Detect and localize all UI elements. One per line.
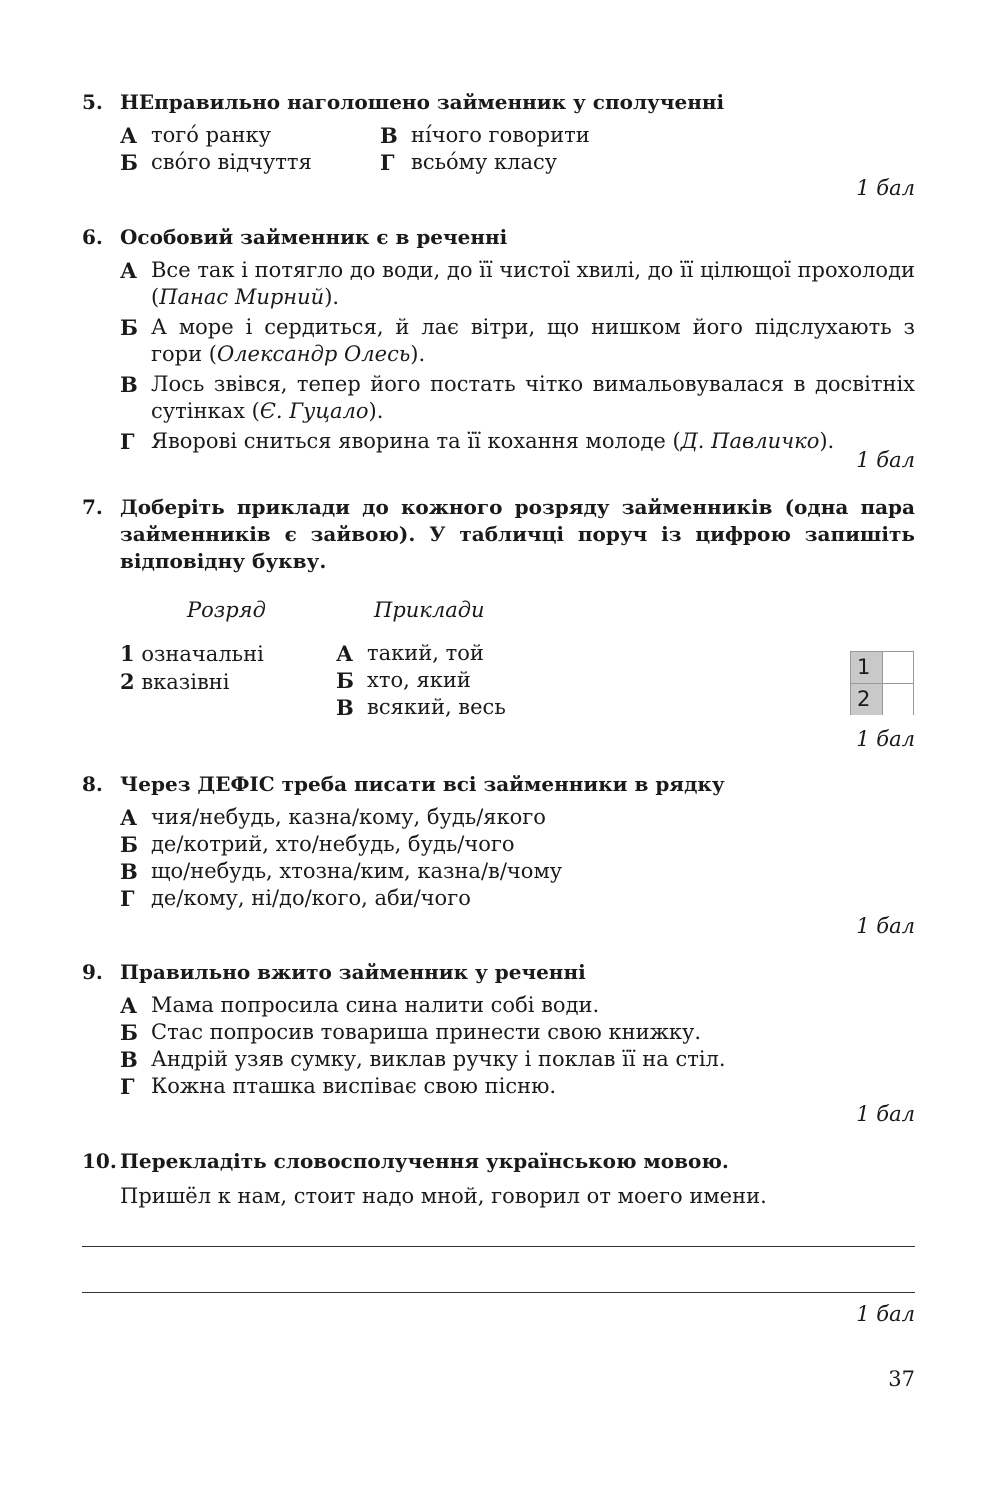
question-8 — [82, 771, 915, 912]
answer-grid-number: 1 — [851, 652, 882, 683]
example-letter: А — [336, 641, 354, 666]
option-text — [151, 371, 915, 425]
answer-grid-number: 2 — [851, 684, 882, 715]
answer-line-1[interactable] — [82, 1246, 915, 1247]
category-number: 1 — [120, 641, 135, 666]
option-a[interactable] — [120, 122, 380, 149]
category-1 — [120, 640, 264, 668]
sentence-end: ). — [324, 285, 340, 309]
option-letter: Г — [120, 429, 135, 454]
example-letter: Б — [336, 668, 354, 693]
column-header-category: Розряд — [187, 598, 266, 622]
option-g[interactable] — [120, 428, 915, 455]
example-text: хто, який — [367, 668, 471, 692]
answer-grid-row — [851, 652, 913, 683]
question-number: 7. — [82, 495, 103, 519]
option-letter: Б — [120, 832, 138, 857]
option-letter: В — [120, 1047, 138, 1072]
option-b[interactable] — [120, 149, 380, 176]
option-g[interactable] — [120, 1073, 915, 1100]
option-text: чия/небудь, казна/кому, будь/якого — [151, 805, 546, 829]
option-text: Кожна пташка виспіває свою пісню. — [151, 1074, 557, 1098]
option-letter: В — [120, 372, 138, 397]
question-7 — [82, 494, 915, 575]
options-row — [120, 149, 915, 176]
question-text: Доберіть приклади до кожного розряду займенників (одна пара займенників є зайвою). У табличці поруч із цифрою запишіть відповідну букву. — [120, 495, 915, 573]
option-v[interactable] — [120, 1046, 915, 1073]
option-text — [151, 314, 915, 368]
option-letter: Б — [120, 1020, 138, 1045]
example-a — [336, 640, 506, 667]
example-letter: В — [336, 695, 354, 720]
question-10 — [82, 1148, 915, 1210]
author: Д. Павличко — [680, 429, 820, 453]
option-a[interactable] — [120, 992, 915, 1019]
option-letter: Г — [120, 886, 135, 911]
option-letter: Б — [120, 150, 138, 175]
question-10-heading — [82, 1148, 915, 1175]
author: Олександр Олесь — [216, 342, 411, 366]
options — [120, 992, 915, 1100]
category-2 — [120, 668, 264, 696]
question-text: Правильно вжито займенник у реченні — [120, 960, 586, 984]
example-b — [336, 667, 506, 694]
question-6-heading — [82, 224, 915, 251]
sentence-end: ). — [368, 399, 384, 423]
option-letter: Г — [380, 150, 395, 175]
option-letter: В — [380, 123, 398, 148]
option-letter: А — [120, 123, 138, 148]
option-v[interactable] — [120, 371, 915, 425]
option-text: де/кому, ні/до/кого, аби/чого — [151, 886, 471, 910]
option-letter: В — [120, 859, 138, 884]
question-number: 9. — [82, 960, 103, 984]
option-v[interactable] — [380, 122, 640, 149]
option-text: сво́го відчуття — [151, 150, 312, 174]
question-number: 10. — [82, 1149, 117, 1173]
option-letter: Г — [120, 1074, 135, 1099]
option-g[interactable] — [120, 885, 915, 912]
question-text: Через ДЕФІС треба писати всі займенники в рядку — [120, 772, 725, 796]
column-header-examples: Приклади — [374, 598, 485, 622]
option-letter: А — [120, 805, 138, 830]
option-text: всьо́му класу — [411, 150, 558, 174]
options — [120, 122, 915, 176]
option-text: Мама попросила сина налити собі води. — [151, 993, 600, 1017]
option-text — [151, 257, 915, 311]
option-b[interactable] — [120, 314, 915, 368]
option-text: того́ ранку — [151, 123, 272, 147]
score-label: 1 бал — [856, 727, 915, 751]
option-text: що/небудь, хтозна/ким, казна/в/чому — [151, 859, 563, 883]
question-6 — [82, 224, 915, 455]
question-number: 5. — [82, 90, 103, 114]
sentence-end: ). — [819, 429, 835, 453]
example-v — [336, 694, 506, 721]
sentence: А море і сердиться, й лає вітри, що нишком його підслухають з гори ( — [151, 315, 915, 366]
sentence: Все так і потягло до води, до її чистої хвилі, до її цілющої прохолоди ( — [151, 258, 915, 309]
question-text: Особовий займенник є в реченні — [120, 225, 508, 249]
author: Є. Гуцало — [259, 399, 369, 423]
question-9 — [82, 959, 915, 1100]
options — [120, 804, 915, 912]
question-5-heading — [82, 89, 915, 116]
example-text: такий, той — [367, 641, 484, 665]
option-text — [151, 428, 915, 455]
options — [120, 257, 915, 455]
sentence: Лось звівся, тепер його постать чітко вимальовувалася в досвітніх сутінках ( — [151, 372, 915, 423]
score-label: 1 бал — [856, 914, 915, 938]
category-text: вказівні — [141, 670, 230, 694]
option-a[interactable] — [120, 804, 915, 831]
option-letter: А — [120, 258, 138, 283]
option-letter: Б — [120, 315, 138, 340]
categories — [120, 640, 264, 696]
question-9-heading — [82, 959, 915, 986]
author: Панас Мирний — [159, 285, 325, 309]
example-text: всякий, весь — [367, 695, 506, 719]
option-b[interactable] — [120, 831, 915, 858]
score-label: 1 бал — [856, 448, 915, 472]
sentence: Яворові сниться яворина та її кохання молоде ( — [151, 429, 681, 453]
option-v[interactable] — [120, 858, 915, 885]
option-text: ні́чого говорити — [411, 123, 590, 147]
question-number: 6. — [82, 225, 103, 249]
option-text: Андрій узяв сумку, виклав ручку і поклав її на стіл. — [151, 1047, 726, 1071]
score-label: 1 бал — [856, 1102, 915, 1126]
sentence-end: ). — [410, 342, 426, 366]
phrase: Пришёл к нам, стоит надо мной, говорил от моего имени. — [120, 1184, 767, 1208]
examples — [336, 640, 506, 721]
category-text: означальні — [141, 642, 264, 666]
option-g[interactable] — [380, 149, 640, 176]
option-letter: А — [120, 993, 138, 1018]
score-label: 1 бал — [856, 176, 915, 200]
option-a[interactable] — [120, 257, 915, 311]
question-text: НЕправильно наголошено займенник у сполученні — [120, 90, 725, 114]
option-text: де/котрий, хто/небудь, будь/чого — [151, 832, 515, 856]
options-row — [120, 122, 915, 149]
question-8-heading — [82, 771, 915, 798]
page-number: 37 — [888, 1367, 915, 1391]
option-b[interactable] — [120, 1019, 915, 1046]
question-7-heading — [82, 494, 915, 575]
answer-grid — [850, 651, 914, 715]
question-5 — [82, 89, 915, 176]
answer-line-2[interactable] — [82, 1292, 915, 1293]
score-label: 1 бал — [856, 1302, 915, 1326]
answer-box-1[interactable] — [882, 652, 913, 683]
question-number: 8. — [82, 772, 103, 796]
answer-box-2[interactable] — [882, 684, 913, 715]
option-text: Стас попросив товариша принести свою книжку. — [151, 1020, 702, 1044]
answer-grid-row — [851, 683, 913, 715]
category-number: 2 — [120, 669, 135, 694]
question-text: Перекладіть словосполучення українською мовою. — [120, 1149, 729, 1173]
